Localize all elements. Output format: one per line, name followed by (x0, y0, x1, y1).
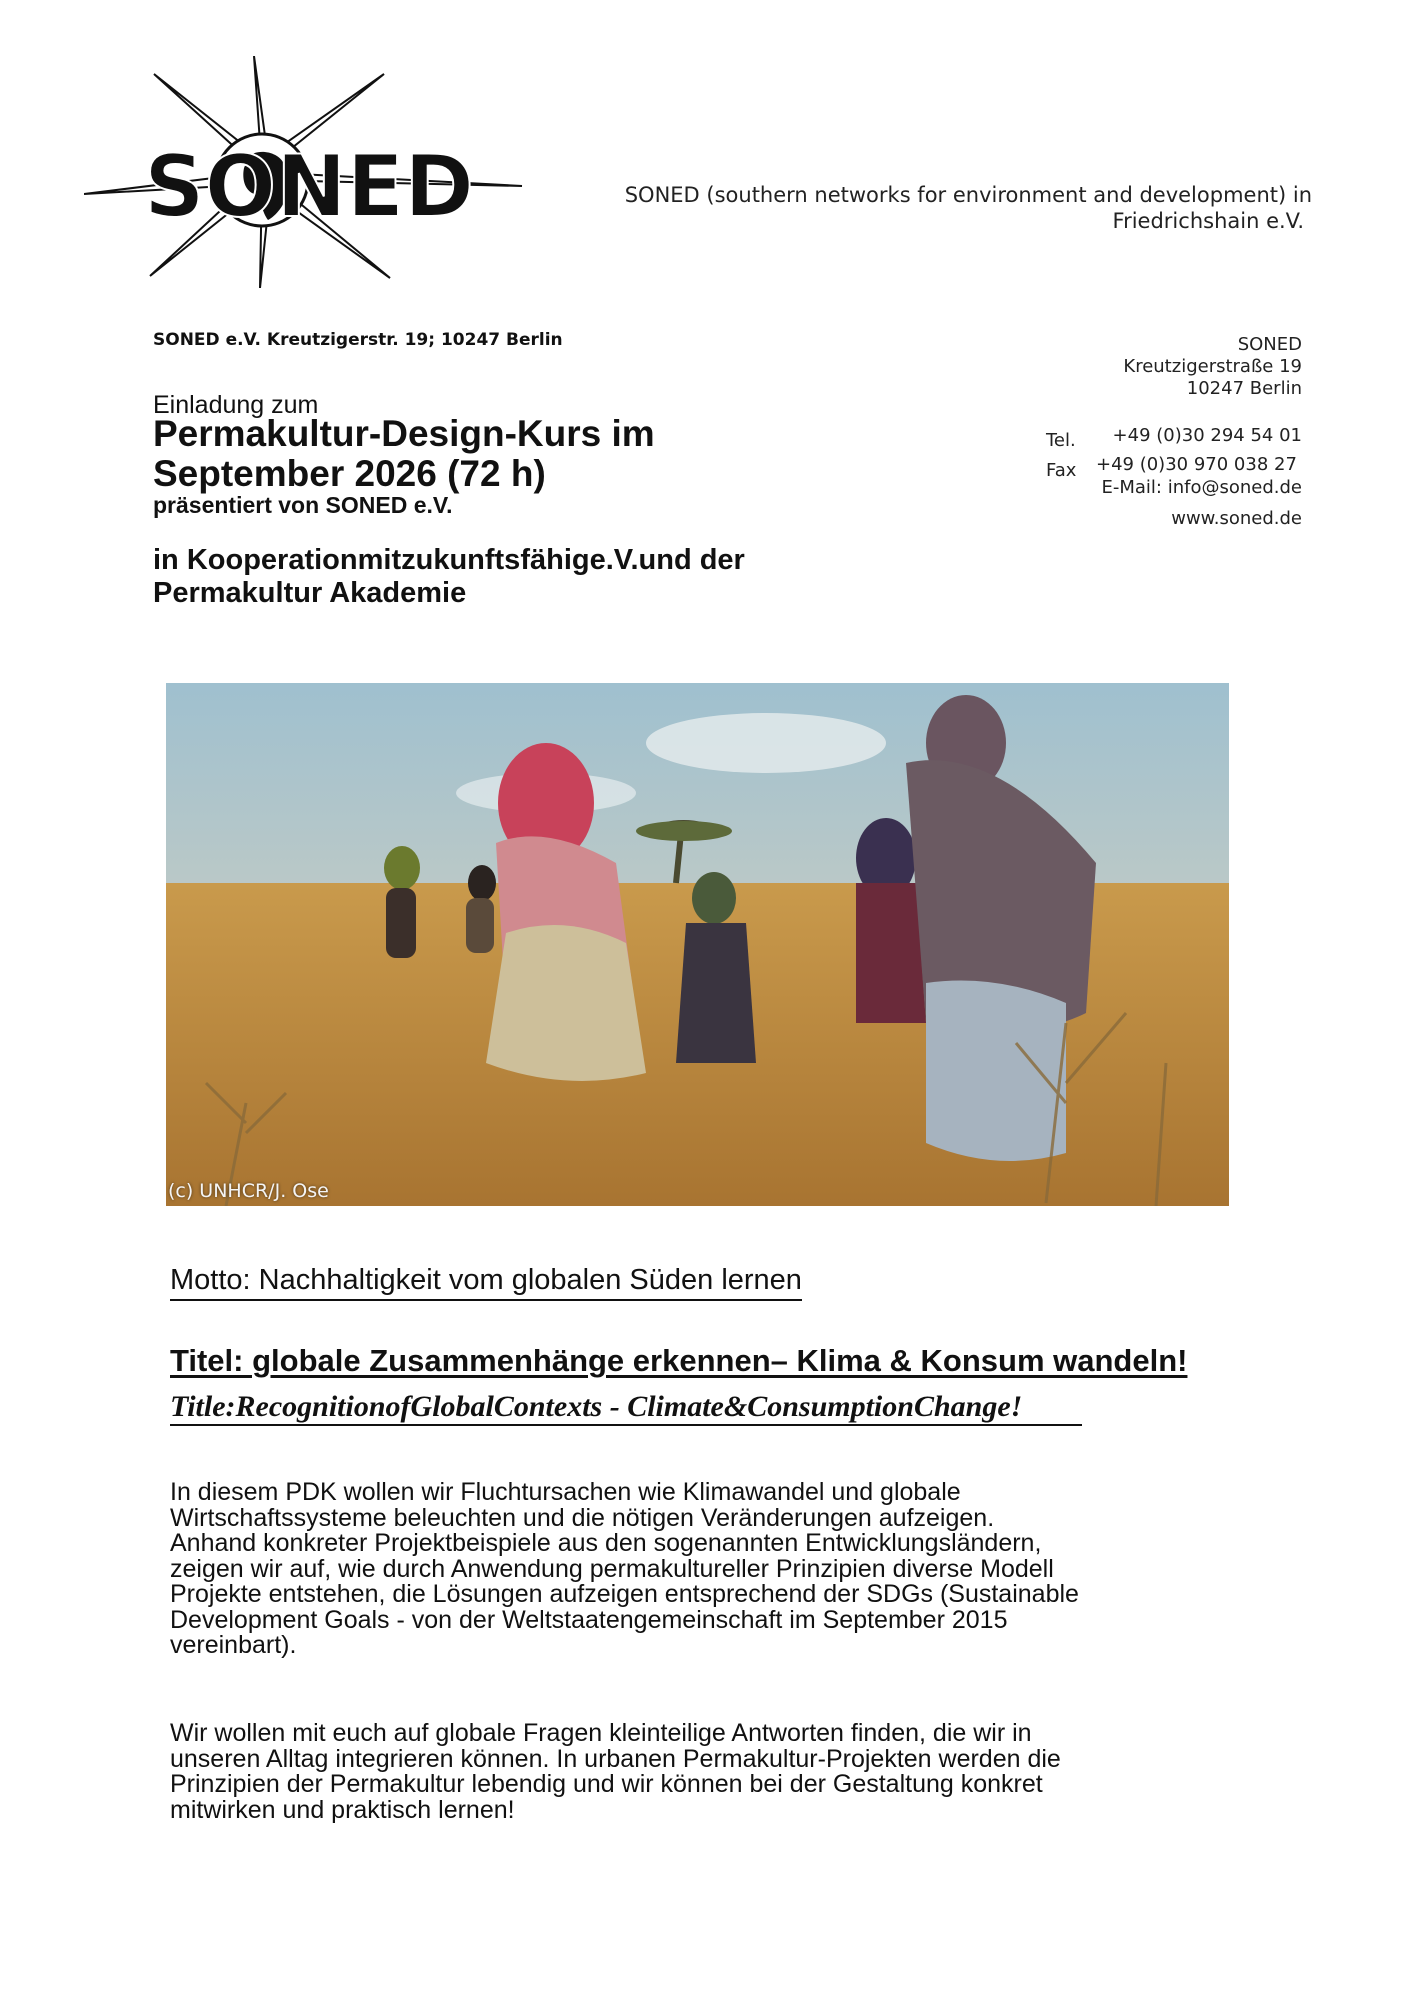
contact-name: SONED (1237, 334, 1302, 355)
invitation-title-line-2: September 2026 (72 h) (153, 453, 546, 494)
fax-label: Fax (1046, 460, 1077, 481)
tel-label: Tel. (1046, 430, 1076, 451)
paragraph-line: zeigen wir auf, wie durch Anwendung permakultureller Prinzipien diverse Modell (170, 1554, 1054, 1583)
fax-number: +49 (0)30 970 038 27 (1096, 454, 1297, 475)
contact-city: 10247 Berlin (1186, 378, 1302, 399)
invitation-title-line-1: Permakultur-Design-Kurs im (153, 413, 655, 454)
photo-illustration (166, 683, 1229, 1206)
paragraph-line: Prinzipien der Permakultur lebendig und wir können bei der Gestaltung konkret (170, 1770, 1043, 1798)
org-full-line-1: SONED (southern networks for environment and development) in (624, 183, 1312, 207)
title-german: Titel: globale Zusammenhänge erkennen– Klima & Konsum wandeln! (170, 1343, 1188, 1378)
contact-email: E-Mail: info@soned.de (1101, 477, 1302, 498)
invitation-title (153, 414, 655, 494)
cooperation-note (153, 544, 745, 610)
paragraph-line: Projekte entstehen, die Lösungen aufzeigen entsprechend der SDGs (Sustainable (170, 1580, 1079, 1608)
paragraph-2 (170, 1721, 1280, 1823)
soned-logo (84, 56, 524, 288)
sender-address-line: SONED e.V. Kreutzigerstr. 19; 10247 Berlin (153, 330, 563, 350)
paragraph-line: Development Goals - von der Weltstaatengemeinschaft im September 2015 (170, 1605, 1008, 1634)
paragraph-line: Anhand konkreter Projektbeispiele aus den sogenannten Entwicklungsländern, (170, 1529, 1042, 1557)
hero-photo (166, 683, 1229, 1206)
paragraph-line: vereinbart). (170, 1631, 297, 1659)
paragraph-line: mitwirken und praktisch lernen! (170, 1795, 515, 1824)
cooperation-line-1: in Kooperationmitzukunftsfähige.V.und der (153, 544, 745, 576)
paragraph-line: In diesem PDK wollen wir Fluchtursachen wie Klimawandel und globale (170, 1478, 961, 1506)
invitation-intro: Einladung zum (153, 391, 319, 419)
tel-number: +49 (0)30 294 54 01 (1112, 425, 1302, 446)
paragraph-line: Wir wollen mit euch auf globale Fragen kleinteilige Antworten finden, die wir in (170, 1719, 1032, 1747)
paragraph-line: unseren Alltag integrieren können. In urbanen Permakultur-Projekten werden die (170, 1744, 1061, 1773)
presented-by: präsentiert von SONED e.V. (153, 492, 453, 518)
contact-street: Kreutzigerstraße 19 (1123, 356, 1302, 377)
logo-wordmark: SONED (144, 137, 474, 237)
cooperation-line-2: Permakultur Akademie (153, 577, 467, 609)
title-english: Title:RecognitionofGlobalContexts - Climate&ConsumptionChange! (170, 1390, 1082, 1426)
paragraph-line: Wirtschaftssysteme beleuchten und die nötigen Veränderungen aufzeigen. (170, 1503, 995, 1532)
photo-credit: (c) UNHCR/J. Ose (168, 1180, 329, 1202)
contact-website: www.soned.de (1171, 508, 1302, 529)
org-full-line-2: Friedrichshain e.V. (1112, 209, 1304, 233)
paragraph-1 (170, 1480, 1280, 1659)
org-full-name (560, 182, 1312, 234)
motto: Motto: Nachhaltigkeit vom globalen Süden lernen (170, 1264, 802, 1301)
